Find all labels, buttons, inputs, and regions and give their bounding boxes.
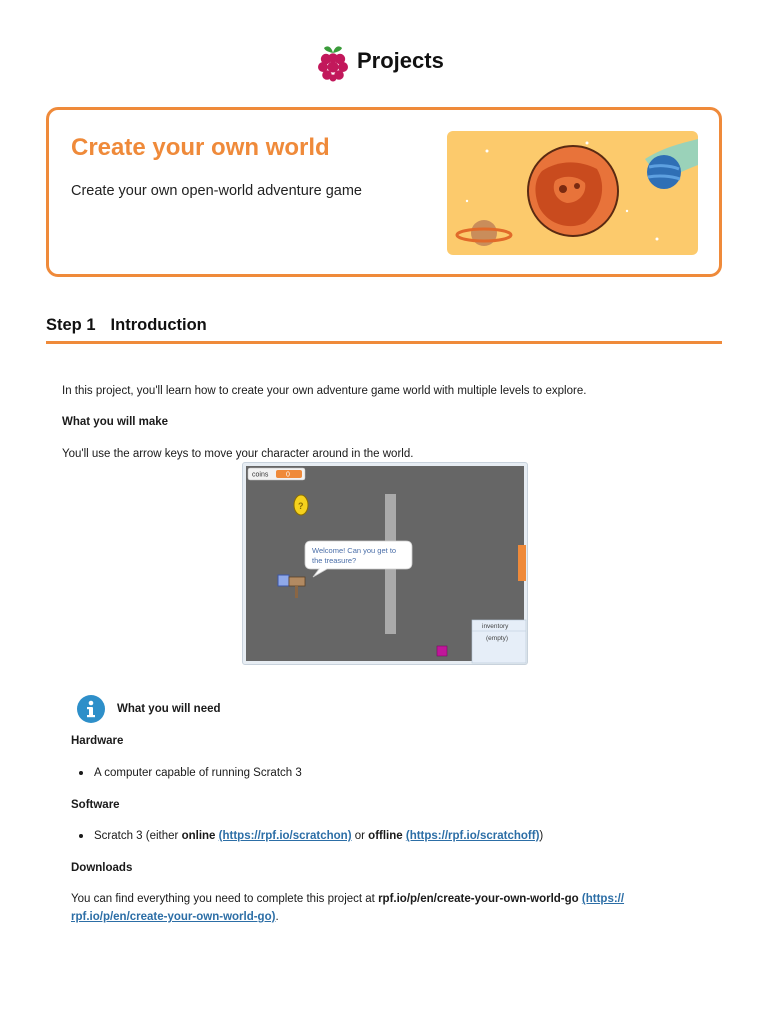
coins-value: 0 bbox=[286, 471, 290, 479]
software-offline: offline bbox=[368, 830, 403, 842]
step-title: Introduction bbox=[110, 316, 207, 334]
downloads-paragraph bbox=[71, 890, 711, 926]
inventory-value: (empty) bbox=[486, 635, 509, 642]
what-you-will-make-heading: What you will make bbox=[62, 416, 169, 428]
project-hero-card bbox=[46, 107, 722, 277]
speech-line-2: the treasure? bbox=[312, 556, 357, 565]
software-prefix: Scratch 3 (either bbox=[94, 830, 182, 842]
software-or: or bbox=[351, 830, 369, 842]
downloads-suffix: . bbox=[275, 911, 279, 923]
player-sprite bbox=[278, 575, 289, 586]
list-item bbox=[71, 827, 543, 845]
downloads-link-continued[interactable]: rpf.io/p/en/create-your-own-world-go) bbox=[71, 911, 276, 923]
info-icon bbox=[77, 695, 105, 723]
project-title: Create your own world bbox=[71, 134, 330, 161]
intro-paragraph: In this project, you'll learn how to create your own adventure game world with multiple levels to explore. bbox=[62, 385, 587, 397]
software-heading: Software bbox=[71, 799, 120, 811]
downloads-prefix: You can find everything you need to complete this project at bbox=[71, 893, 379, 905]
inventory-label: inventory bbox=[482, 623, 509, 630]
downloads-link[interactable]: (https:// bbox=[581, 893, 625, 905]
software-online: online bbox=[181, 830, 216, 842]
software-suffix: ) bbox=[539, 830, 544, 842]
brand-title[interactable]: Projects bbox=[357, 48, 444, 73]
software-list bbox=[71, 827, 543, 845]
step-number: Step 1 bbox=[46, 316, 96, 334]
hardware-list bbox=[71, 764, 302, 782]
scratch-online-link[interactable]: (https://rpf.io/scratchon) bbox=[218, 830, 352, 842]
site-header bbox=[0, 40, 768, 84]
step-divider bbox=[46, 341, 722, 344]
raspberry-pi-logo-icon[interactable] bbox=[314, 42, 352, 82]
what-you-will-make-text: You'll use the arrow keys to move your character around in the world. bbox=[62, 448, 414, 460]
project-subtitle: Create your own open-world adventure game bbox=[71, 183, 362, 199]
game-stage bbox=[243, 463, 527, 664]
hardware-heading: Hardware bbox=[71, 735, 124, 747]
speech-line-1: Welcome! Can you get to bbox=[312, 546, 397, 555]
downloads-heading: Downloads bbox=[71, 862, 133, 874]
step-heading bbox=[46, 316, 207, 335]
svg-text:?: ? bbox=[298, 501, 304, 511]
list-item: A computer capable of running Scratch 3 bbox=[71, 764, 302, 782]
what-you-will-need-heading: What you will need bbox=[117, 703, 221, 715]
coins-label: coins bbox=[252, 471, 269, 479]
downloads-url: rpf.io/p/en/create-your-own-world-go bbox=[378, 893, 579, 905]
game-preview bbox=[242, 462, 528, 665]
scratch-offline-link[interactable]: (https://rpf.io/scratchoff) bbox=[405, 830, 540, 842]
project-illustration bbox=[447, 131, 698, 255]
